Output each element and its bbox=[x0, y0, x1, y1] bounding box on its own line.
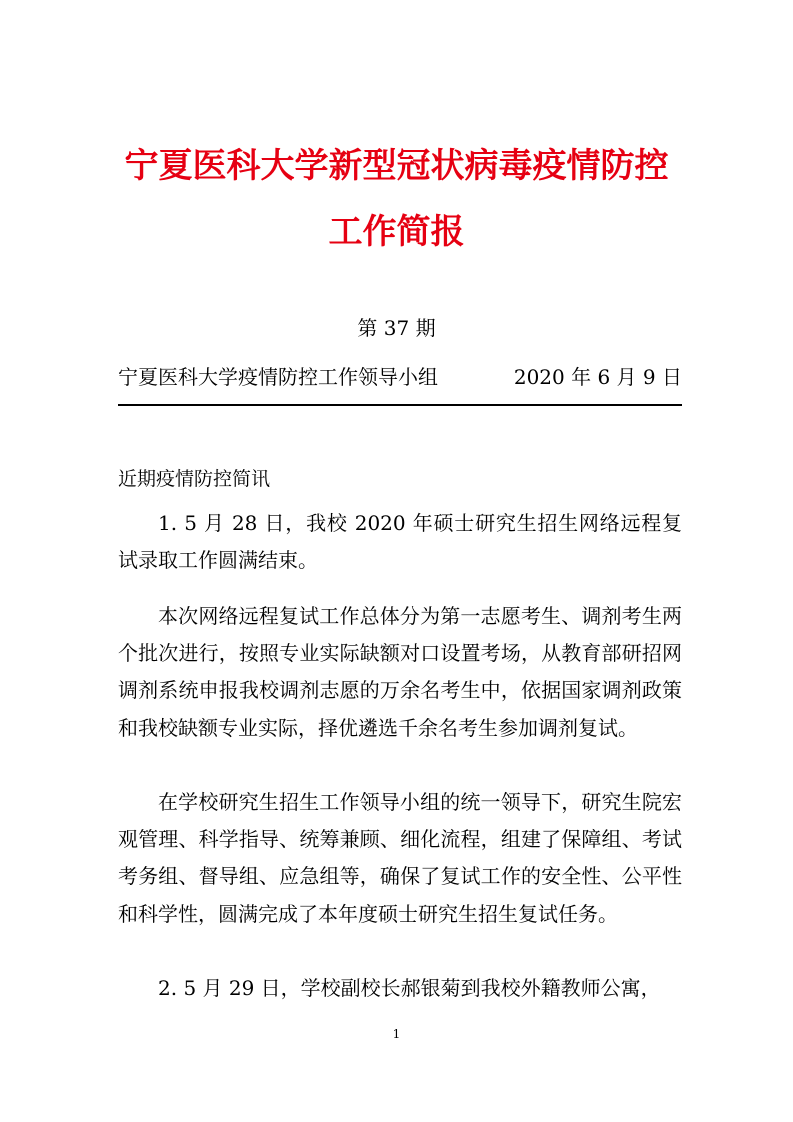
paragraph: 2. 5 月 29 日，学校副校长郝银菊到我校外籍教师公寓， bbox=[158, 976, 661, 1000]
issue-date: 2020 年 6 月 9 日 bbox=[513, 365, 682, 389]
section-heading: 近期疫情防控简讯 bbox=[118, 468, 271, 490]
paragraph: 本次网络远程复试工作总体分为第一志愿考生、调剂考生两个批次进行，按照专业实际缺额对口设置考场，从教育部研招网调剂系统申报我校调剂志愿的万余名考生中，依据国家调剂政策和我校缺额专业实际，择优遴选千余名考生参加调剂复试。 bbox=[118, 604, 682, 740]
header-divider bbox=[118, 404, 682, 406]
bulletin-title-line2: 工作简报 bbox=[328, 212, 465, 252]
bulletin-title: 宁夏医科大学新型冠状病毒疫情防控 bbox=[124, 146, 669, 186]
paragraph: 1. 5 月 28 日，我校 2020 年硕士研究生招生网络远程复试录取工作圆满结束。 bbox=[118, 511, 682, 573]
header-meta bbox=[118, 362, 682, 392]
page-number: 1 bbox=[392, 1027, 401, 1041]
paragraph: 在学校研究生招生工作领导小组的统一领导下，研究生院宏观管理、科学指导、统筹兼顾、细化流程，组建了保障组、考试考务组、督导组、应急组等，确保了复试工作的安全性、公平性和科学性，圆满完成了本年度硕士研究生招生复试任务。 bbox=[118, 790, 682, 926]
issuing-organization: 宁夏医科大学疫情防控工作领导小组 bbox=[118, 365, 438, 389]
issue-number: 第 37 期 bbox=[357, 316, 436, 340]
